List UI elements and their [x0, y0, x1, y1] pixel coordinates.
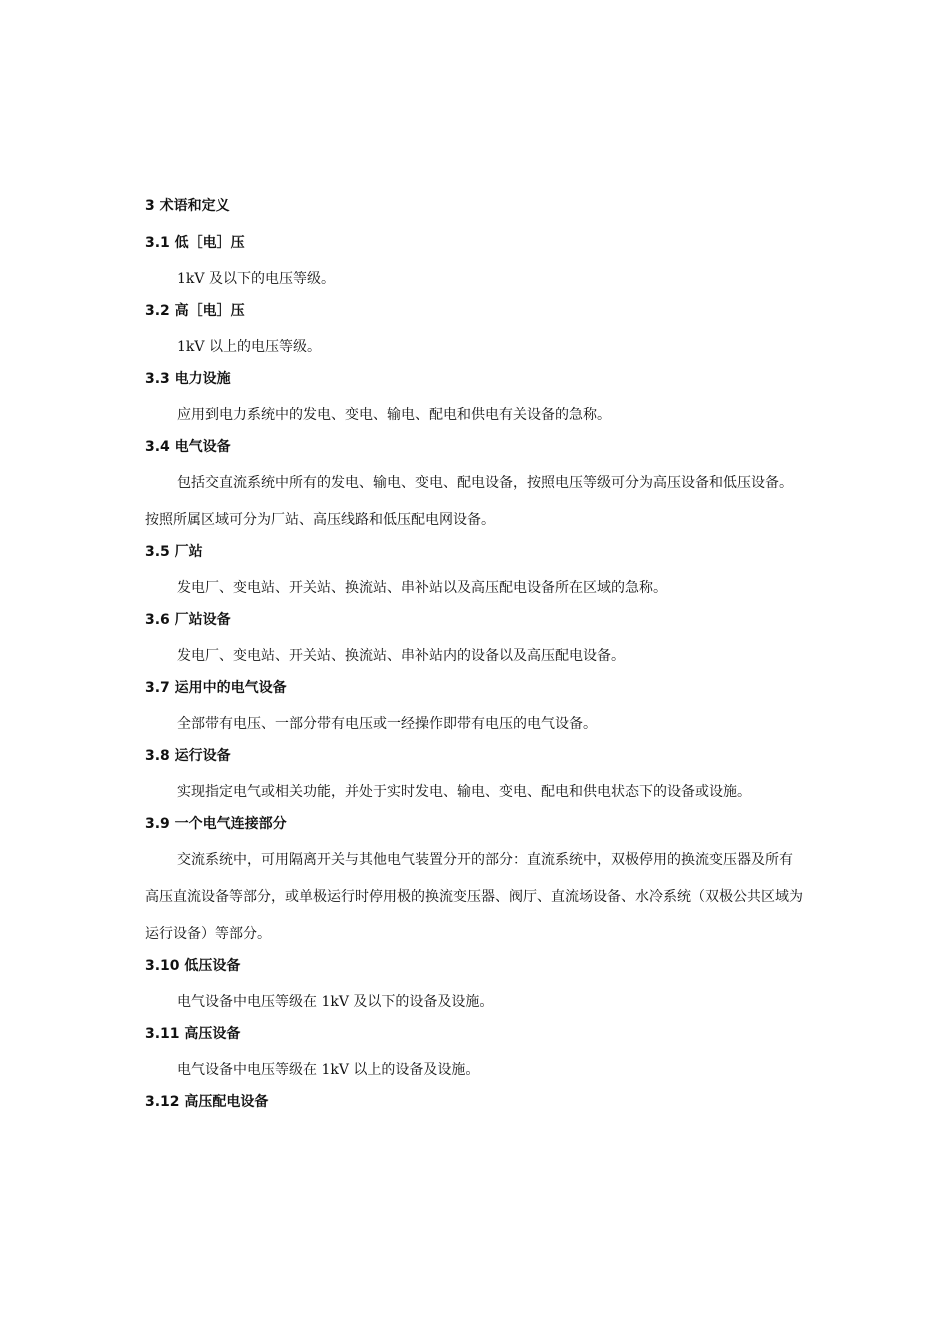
term-heading: 3.2 高［电］压 [145, 303, 245, 319]
term-3-3 [145, 366, 805, 434]
term-heading: 3.7 运用中的电气设备 [145, 680, 287, 696]
term-heading: 3.5 厂站 [145, 544, 203, 560]
term-3-7 [145, 675, 805, 743]
term-3-10 [145, 953, 805, 1021]
term-definition: 发电厂、变电站、开关站、换流站、串补站以及高压配电设备所在区域的急称。 [177, 580, 667, 596]
term-3-2 [145, 298, 805, 366]
term-heading: 3.9 一个电气连接部分 [145, 816, 287, 832]
term-3-12 [145, 1089, 805, 1115]
term-3-6 [145, 607, 805, 675]
term-3-4 [145, 434, 805, 539]
term-definition: 全部带有电压、一部分带有电压或一经操作即带有电压的电气设备。 [177, 716, 597, 732]
term-definition: 电气设备中电压等级在 1kV 及以下的设备及设施。 [177, 994, 494, 1010]
term-3-9 [145, 811, 805, 953]
term-heading: 3.4 电气设备 [145, 439, 231, 455]
term-heading: 3.11 高压设备 [145, 1026, 241, 1042]
term-definition: 电气设备中电压等级在 1kV 以上的设备及设施。 [177, 1062, 480, 1078]
term-definition: 实现指定电气或相关功能，并处于实时发电、输电、变电、配电和供电状态下的设备或设施。 [177, 784, 751, 800]
term-heading: 3.8 运行设备 [145, 748, 231, 764]
document-content [145, 193, 805, 1126]
term-definition: 应用到电力系统中的发电、变电、输电、配电和供电有关设备的急称。 [177, 407, 611, 423]
term-3-8 [145, 743, 805, 811]
term-3-11 [145, 1021, 805, 1089]
term-definition: 包括交直流系统中所有的发电、输电、变电、配电设备，按照电压等级可分为高压设备和低压设备。按照所属区域可分为厂站、高压线路和低压配电网设备。 [145, 475, 793, 528]
term-heading: 3.3 电力设施 [145, 371, 231, 387]
term-definition: 1kV 及以下的电压等级。 [177, 271, 335, 287]
term-heading: 3.10 低压设备 [145, 958, 241, 974]
term-definition: 1kV 以上的电压等级。 [177, 339, 321, 355]
term-definition: 交流系统中，可用隔离开关与其他电气装置分开的部分：直流系统中，双极停用的换流变压器及所有高压直流设备等部分，或单极运行时停用极的换流变压器、阀厅、直流场设备、水冷系统（双极公共区域为运行设备）等部分。 [145, 852, 803, 942]
term-3-1 [145, 230, 805, 298]
term-heading: 3.12 高压配电设备 [145, 1094, 269, 1110]
term-heading: 3.1 低［电］压 [145, 235, 245, 251]
term-heading: 3.6 厂站设备 [145, 612, 231, 628]
term-3-5 [145, 539, 805, 607]
section-title: 3 术语和定义 [145, 198, 230, 214]
term-definition: 发电厂、变电站、开关站、换流站、串补站内的设备以及高压配电设备。 [177, 648, 625, 664]
